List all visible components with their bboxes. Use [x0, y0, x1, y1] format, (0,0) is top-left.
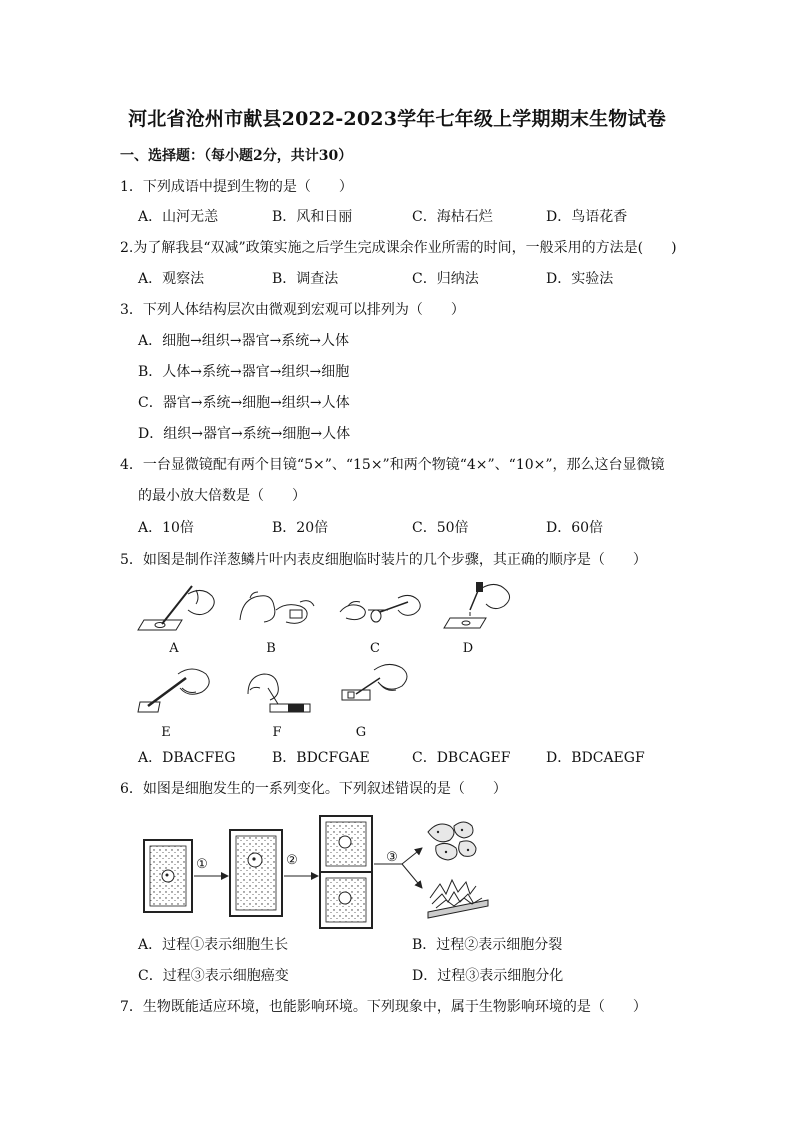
- question-2-stem: 2.为了解我县“双减”政策实施之后学生完成课余作业所需的时间，一般采用的方法是( ): [120, 240, 677, 256]
- question-7-stem: 7．生物既能适应环境，也能影响环境。下列现象中，属于生物影响环境的是（ ）: [120, 999, 647, 1015]
- slide-step-b-drawing: [236, 586, 320, 630]
- q1-option-a: A．山河无恙: [138, 209, 219, 225]
- figure-label-c: C: [370, 641, 380, 656]
- q3-option-c: C．器官→系统→细胞→组织→人体: [138, 395, 350, 411]
- q6-option-b: B．过程②表示细胞分裂: [412, 937, 563, 953]
- q1-option-d: D．鸟语花香: [546, 209, 628, 225]
- figure-label-e: E: [161, 725, 171, 740]
- figure-label-g: G: [355, 725, 367, 740]
- page-title: 河北省沧州市献县2022-2023学年七年级上学期期末生物试卷: [128, 108, 666, 130]
- differentiated-cells-top: [428, 822, 476, 860]
- q6-option-a: A．过程①表示细胞生长: [138, 937, 289, 953]
- q5-option-b: B．BDCFGAE: [272, 750, 370, 766]
- question-5-stem: 5．如图是制作洋葱鳞片叶内表皮细胞临时装片的几个步骤，其正确的顺序是（ ）: [120, 552, 647, 568]
- question-3-stem: 3．下列人体结构层次由微观到宏观可以排列为（ ）: [120, 302, 465, 318]
- q5-option-c: C．DBCAGEF: [412, 750, 511, 766]
- q4-option-d: D．60倍: [546, 520, 604, 536]
- q2-option-d: D．实验法: [546, 271, 614, 287]
- figure-label-a: A: [169, 641, 179, 656]
- slide-step-d-drawing: [440, 580, 522, 634]
- q3-option-a: A．细胞→组织→器官→系统→人体: [138, 333, 350, 349]
- figure-label-f: F: [272, 725, 282, 740]
- q1-option-b: B．风和日丽: [272, 209, 353, 225]
- section-heading: 一、选择题：（每小题2分，共计30）: [120, 148, 353, 164]
- q2-option-a: A．观察法: [138, 271, 205, 287]
- q4-option-a: A．10倍: [138, 520, 194, 536]
- differentiated-cells-bottom: [428, 880, 488, 918]
- question-6-stem: 6．如图是细胞发生的一系列变化。下列叙述错误的是（ ）: [120, 781, 507, 797]
- q5-option-a: A．DBACFEG: [138, 750, 236, 766]
- q1-option-c: C．海枯石烂: [412, 209, 493, 225]
- question-4-stem-continued: 的最小放大倍数是（ ）: [138, 488, 306, 504]
- q4-option-b: B．20倍: [272, 520, 329, 536]
- slide-step-g-drawing: [340, 662, 416, 710]
- process-label-3: ③: [386, 850, 398, 865]
- q5-option-d: D．BDCAEGF: [546, 750, 645, 766]
- q2-option-c: C．归纳法: [412, 271, 479, 287]
- figure-label-d: D: [462, 641, 474, 656]
- process-label-2: ②: [286, 853, 298, 868]
- slide-step-f-drawing: [240, 670, 320, 720]
- figure-label-b: B: [266, 641, 276, 656]
- q6-option-c: C．过程③表示细胞癌变: [138, 968, 289, 984]
- process-label-1: ①: [196, 857, 208, 872]
- slide-step-a-drawing: [138, 580, 220, 636]
- question-1-stem: 1．下列成语中提到生物的是（ ）: [120, 179, 353, 195]
- slide-step-e-drawing: [138, 664, 222, 718]
- slide-step-c-drawing: [338, 590, 428, 630]
- q3-option-d: D．组织→器官→系统→细胞→人体: [138, 426, 351, 442]
- q3-option-b: B．人体→系统→器官→组织→细胞: [138, 364, 350, 380]
- q2-option-b: B．调查法: [272, 271, 339, 287]
- q6-option-d: D．过程③表示细胞分化: [412, 968, 564, 984]
- q4-option-c: C．50倍: [412, 520, 469, 536]
- question-4-stem: 4．一台显微镜配有两个目镜“5×”、“15×”和两个物镜“4×”、“10×”，那么这台显微镜: [120, 457, 665, 473]
